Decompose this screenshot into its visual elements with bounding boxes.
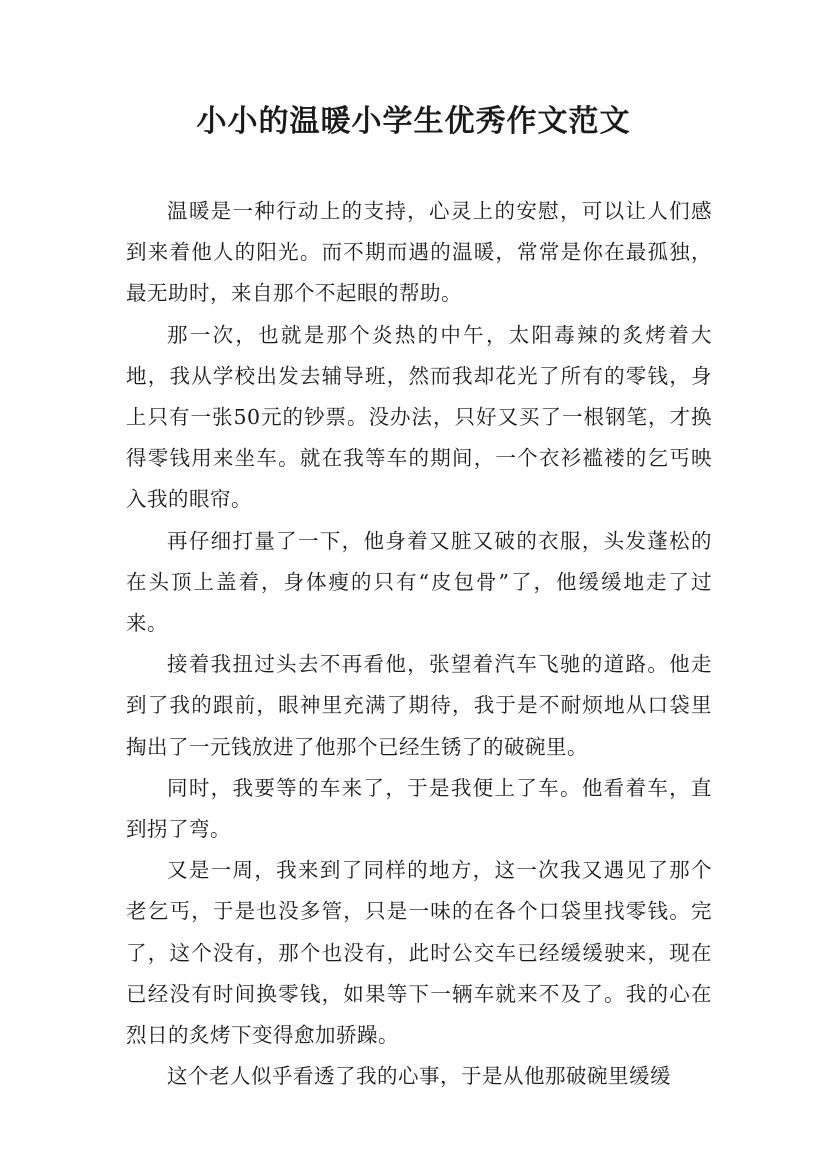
- paragraph: 接着我扭过头去不再看他，张望着汽车飞驰的道路。他走到了我的跟前，眼神里充满了期待，我于是不耐烦地从口袋里掏出了一元钱放进了他那个已经生锈了的破碗里。: [126, 652, 712, 759]
- paragraph: 温暖是一种行动上的支持，心灵上的安慰，可以让人们感到来着他人的阳光。而不期而遇的温暖，常常是你在最孤独，最无助时，来自那个不起眼的帮助。: [126, 199, 712, 306]
- paragraph: 同时，我要等的车来了，于是我便上了车。他看着车，直到拐了弯。: [126, 775, 712, 842]
- page-title: 小小的温暖小学生优秀作文范文: [196, 104, 631, 139]
- paragraph: 又是一周，我来到了同样的地方，这一次我又遇见了那个老乞丐，于是也没多管，只是一味的在各个口袋里找零钱。完了，这个没有，那个也没有，此时公交车已经缓缓驶来，现在已经没有时间换零钱，如果等下一辆车就来不及了。我的心在烈日的炙烤下变得愈加骄躁。: [126, 858, 712, 1048]
- paragraph: 再仔细打量了一下，他身着又脏又破的衣服，头发蓬松的在头顶上盖着，身体瘦的只有“皮包骨”了，他缓缓地走了过来。: [126, 528, 712, 636]
- paragraph: 那一次，也就是那个炎热的中午，太阳毒辣的炙烤着大地，我从学校出发去辅导班，然而我却花光了所有的零钱，身上只有一张50元的钞票。没办法，只好又买了一根钢笔，才换得零钱用来坐车。就在我等车的期间，一个衣衫褴褛的乞丐映入我的眼帘。: [126, 322, 712, 512]
- article-body: [126, 191, 712, 1097]
- paragraph: 这个老人似乎看透了我的心事，于是从他那破碗里缓缓: [167, 1064, 671, 1089]
